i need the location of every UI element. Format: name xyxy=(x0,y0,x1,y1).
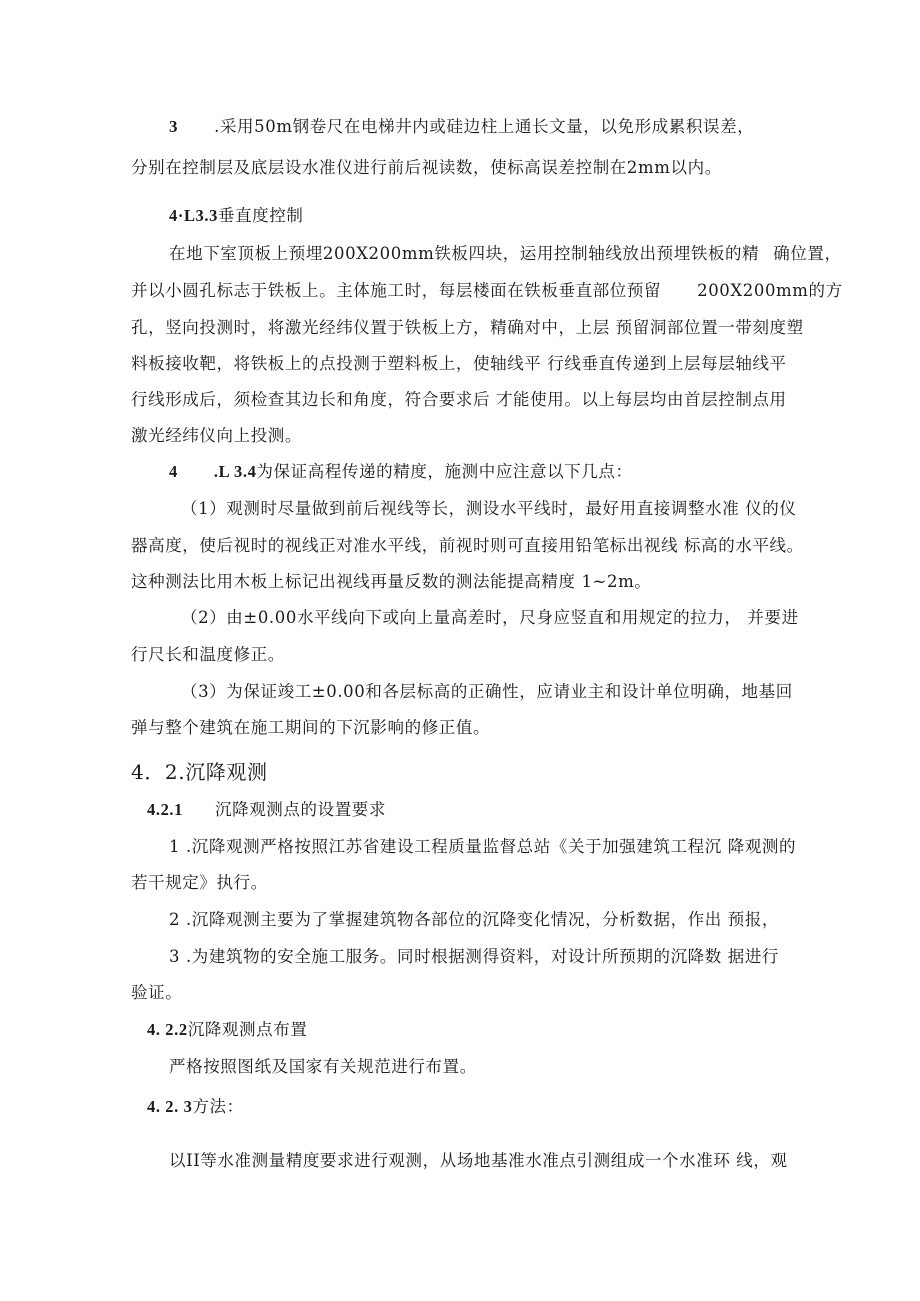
line-text: 200X200mm的方 xyxy=(697,281,843,300)
line-text: .采用50m钢卷尺在电梯井内或硅边柱上通长文量，以免形成累积误差， xyxy=(214,117,755,136)
heading-number: 4. 2.2 xyxy=(147,1020,188,1039)
paragraph-line xyxy=(131,1056,791,1078)
paragraph-line: 验证。 xyxy=(131,983,183,1002)
paragraph-line: 行线形成后，须检查其边长和角度，符合要求后 才能使用。以上每层均由首层控制点用 xyxy=(131,390,787,409)
list-item-line: 器高度，使后视时的视线正对准水平线，前视时则可直接用铅笔标出视线 标高的水平线。 xyxy=(131,536,804,555)
line-text: （2）由±0.00水平线向下或向上量高差时，尺身应竖直和用规定的拉力， 并要进 xyxy=(181,608,799,627)
line-text: 在地下室顶板上预埋200X200mm铁板四块，运用控制轴线放出预埋铁板的精 xyxy=(169,244,760,263)
list-item-line: 行尺长和温度修正。 xyxy=(131,645,285,664)
heading-number-suffix: .L 3.4 xyxy=(213,462,257,481)
heading-text: 沉降观测点的设置要求 xyxy=(215,800,386,819)
paragraph-line xyxy=(131,909,791,931)
paragraph-line: 激光经纬仪向上投测。 xyxy=(131,426,302,445)
heading-number: 4. 2. 3 xyxy=(147,1097,193,1116)
section-heading-4-1-3-4 xyxy=(131,461,791,483)
paragraph-line xyxy=(131,280,843,302)
line-text: 并以小圆孔标志于铁板上。主体施工时，每层楼面在铁板垂直部位预留 xyxy=(131,281,662,300)
heading-text: 为保证高程传递的精度，施测中应注意以下几点： xyxy=(256,462,633,481)
section-heading-4-2-1 xyxy=(131,799,791,821)
list-item-line xyxy=(131,498,797,520)
section-heading-4-2-2 xyxy=(131,1019,791,1041)
item-number: 3 xyxy=(169,117,179,136)
line-text: 1 .沉降观测严格按照江苏省建设工程质量监督总站《关于加强建筑工程沉 降观测的 xyxy=(169,837,797,856)
heading-text: 方法： xyxy=(192,1097,244,1116)
line-text: 严格按照图纸及国家有关规范进行布置。 xyxy=(169,1057,477,1076)
section-heading-4-1-3-3 xyxy=(131,205,791,227)
heading-number: 4.2.1 xyxy=(147,800,183,819)
paragraph-line xyxy=(131,946,791,968)
section-heading-4-2: 4．2.沉降观测 xyxy=(131,760,268,784)
paragraph-line xyxy=(131,243,842,265)
paragraph-line: 料板接收靶，将铁板上的点投测于塑料板上，使轴线平 行线垂直传递到上层每层轴线平 xyxy=(131,354,787,373)
line-text: 3 .为建筑物的安全施工服务。同时根据测得资料，对设计所预期的沉降数 据进行 xyxy=(169,947,780,966)
list-item-line: 弹与整个建筑在施工期间的下沉影响的修正值。 xyxy=(131,718,491,737)
section-heading-4-2-3 xyxy=(131,1096,791,1118)
paragraph-line: 若干规定》执行。 xyxy=(131,873,268,892)
line-text: 以II等水准测量精度要求进行观测，从场地基准水准点引测组成一个水准环 线，观 xyxy=(169,1151,788,1170)
list-item-line xyxy=(131,681,791,703)
heading-number: 4·L3.3 xyxy=(169,206,218,225)
line-text: （3）为保证竣工±0.00和各层标高的正确性，应请业主和设计单位明确，地基回 xyxy=(181,682,793,701)
line-text: 2 .沉降观测主要为了掌握建筑物各部位的沉降变化情况，分析数据，作出 预报， xyxy=(169,910,780,929)
heading-text: 垂直度控制 xyxy=(217,206,304,225)
list-item-line: 这种测法比用木板上标记出视线再量反数的测法能提高精度 1~2m。 xyxy=(131,572,652,591)
paragraph-line xyxy=(131,1150,791,1172)
line-text: 确位置， xyxy=(773,244,842,263)
heading-text: 沉降观测点布置 xyxy=(187,1020,308,1039)
paragraph-line xyxy=(131,116,791,138)
line-text: （1）观测时尽量做到前后视线等长，测设水平线时，最好用直接调整水准 仪的仪 xyxy=(181,499,797,518)
heading-number: 4 xyxy=(169,462,178,481)
paragraph-line xyxy=(131,836,797,858)
list-item-line xyxy=(131,607,799,629)
paragraph-line: 分别在控制层及底层设水准仪进行前后视读数，使标高误差控制在2mm以内。 xyxy=(131,158,722,177)
paragraph-line: 孔，竖向投测时，将激光经纬仪置于铁板上方，精确对中，上层 预留洞部位置一带刻度塑 xyxy=(131,318,804,337)
